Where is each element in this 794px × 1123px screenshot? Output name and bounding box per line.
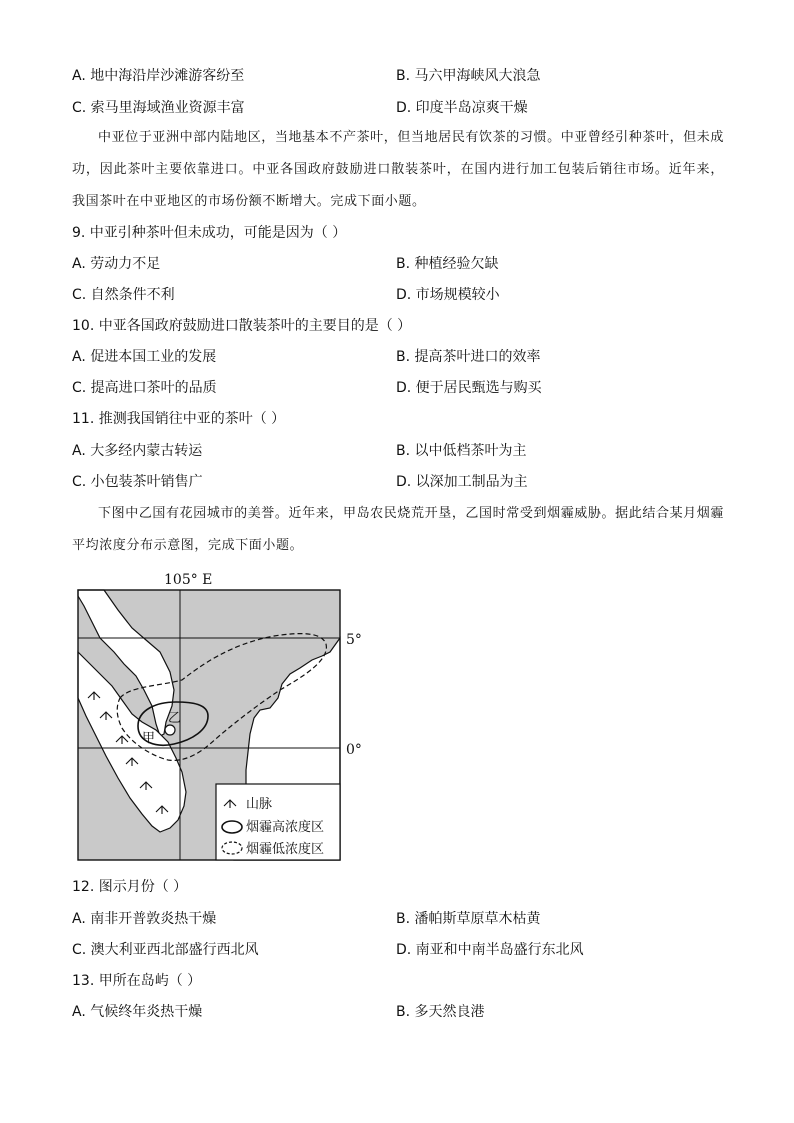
legend-mountain-label: 山脉	[246, 797, 273, 812]
q8-option-d: D. 印度半岛凉爽干燥	[396, 100, 528, 116]
q11-stem: 11. 推测我国销往中亚的茶叶（ ）	[72, 411, 286, 427]
q11-option-a: A. 大多经内蒙古转运	[72, 443, 203, 459]
lat-label-0: 0°	[346, 742, 362, 758]
q10-option-b: B. 提高茶叶进口的效率	[396, 349, 541, 365]
q13-option-a: A. 气候终年炎热干燥	[72, 1004, 203, 1020]
q10-option-a: A. 促进本国工业的发展	[72, 349, 217, 365]
q12-option-d: D. 南亚和中南半岛盛行东北风	[396, 942, 584, 958]
q13-stem: 13. 甲所在岛屿（ ）	[72, 973, 202, 989]
passage-central-asia-tea: 中亚位于亚洲中部内陆地区，当地基本不产茶叶，但当地居民有饮茶的习惯。中亚曾经引种茶叶，但未成功，因此茶叶主要依靠进口。中亚各国政府鼓励进口散装茶叶，在国内进行加工包装后销往市场。近年来，我国茶叶在中亚地区的市场份额不断增大。完成下面小题。	[72, 130, 724, 209]
label-jia: 甲	[142, 731, 156, 746]
q9-option-c: C. 自然条件不利	[72, 287, 175, 303]
legend-low-label: 烟霾低浓度区	[246, 842, 325, 857]
q8-option-a: A. 地中海沿岸沙滩游客纷至	[72, 68, 245, 84]
passage-haze: 下图中乙国有花园城市的美誉。近年来，甲岛农民烧荒开垦，乙国时常受到烟霾威胁。据此结合某月烟霾平均浓度分布示意图，完成下面小题。	[72, 506, 724, 553]
longitude-label: 105° E	[164, 572, 213, 588]
q9-option-a: A. 劳动力不足	[72, 256, 161, 272]
lat-label-5: 5°	[346, 632, 362, 648]
q8-option-c: C. 索马里海域渔业资源丰富	[72, 100, 245, 116]
q12-option-a: A. 南非开普敦炎热干燥	[72, 911, 217, 927]
q12-option-c: C. 澳大利亚西北部盛行西北风	[72, 942, 259, 958]
q12-option-b: B. 潘帕斯草原草木枯黄	[396, 911, 541, 927]
q10-option-d: D. 便于居民甄选与购买	[396, 380, 542, 396]
label-yi: 乙	[168, 711, 182, 726]
q12-stem: 12. 图示月份（ ）	[72, 879, 188, 895]
q9-option-b: B. 种植经验欠缺	[396, 256, 499, 272]
singapore-marker	[165, 725, 175, 735]
q11-option-d: D. 以深加工制品为主	[396, 474, 528, 490]
q13-option-b: B. 多天然良港	[396, 1004, 485, 1020]
q8-option-b: B. 马六甲海峡风大浪急	[396, 68, 541, 84]
q11-option-c: C. 小包装茶叶销售广	[72, 474, 203, 490]
q9-stem: 9. 中亚引种茶叶但未成功，可能是因为（ ）	[72, 225, 347, 241]
legend-high-label: 烟霾高浓度区	[246, 820, 325, 835]
q10-option-c: C. 提高进口茶叶的品质	[72, 380, 217, 396]
q11-option-b: B. 以中低档茶叶为主	[396, 443, 527, 459]
q10-stem: 10. 中亚各国政府鼓励进口散装茶叶的主要目的是（ ）	[72, 318, 412, 334]
haze-distribution-map	[60, 566, 360, 866]
q9-option-d: D. 市场规模较小	[396, 287, 500, 303]
